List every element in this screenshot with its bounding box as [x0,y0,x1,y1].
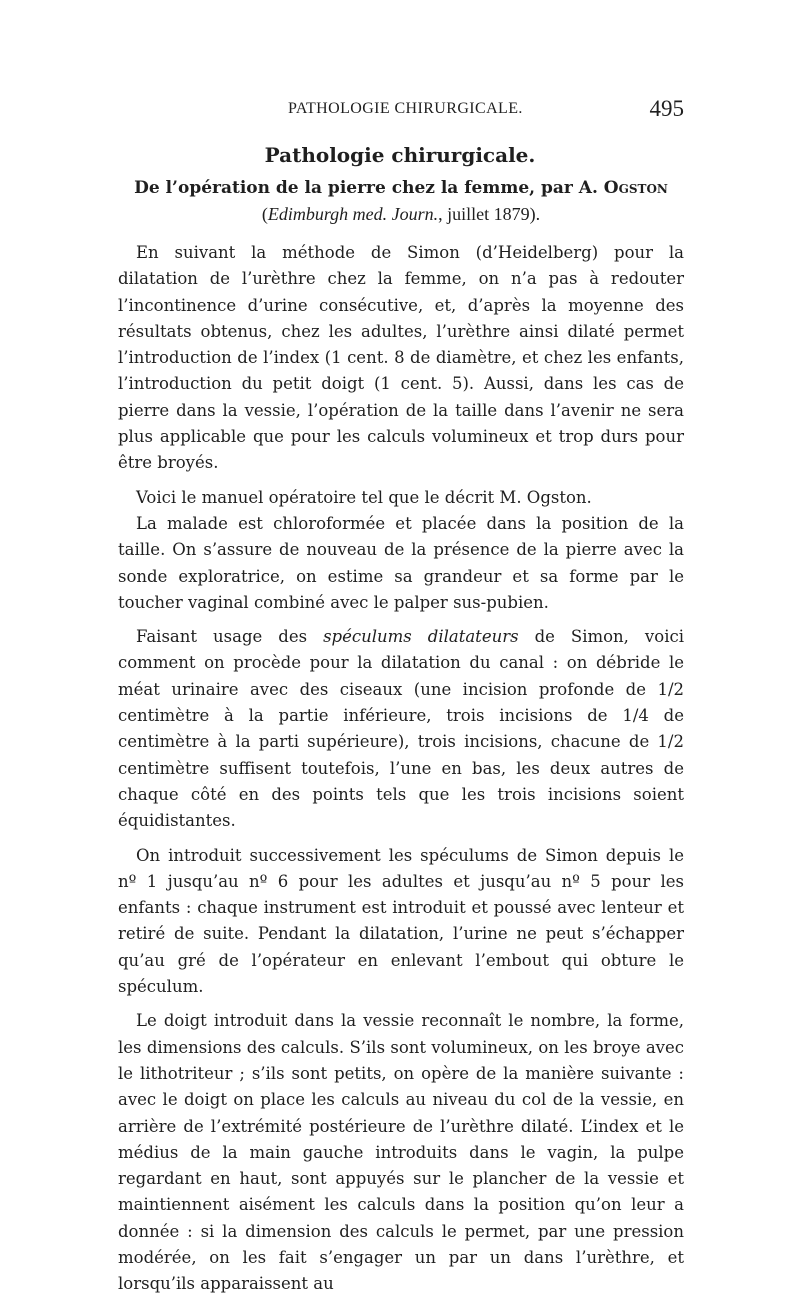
body-text [118,240,684,1298]
article-title [118,178,684,198]
paragraph-5: On introduit successivement les spéculums de Simon depuis le nº 1 jusqu’au nº 6 pour les adultes et jusqu’au nº 5 pour les enfants : chaque instrument est introduit et poussé avec lenteur et retiré de suite. Pendant la dilatation, l’urine ne peut s’échapper qu’au gré de l’opérateur en enlevant l’embout qui obture le spéculum. [118,845,684,997]
paragraph-1: En suivant la méthode de Simon (d’Heidelberg) pour la dilatation de l’urèthre chez la femme, on n’a pas à redouter l’incontinence d’urine consécutive, et, d’après la moyenne des résultats obtenus, chez les adultes, l’urèthre ainsi dilaté permet l’introduction de l’index (1 cent. 8 de diamètre, et chez les enfants, l’introduction du petit doigt (1 cent. 5). Aussi, dans les cas de pierre dans la vessie, l’opération de la taille dans l’avenir ne sera plus applicable que pour les calculs volumineux et trop durs pour être broyés. [118,243,684,473]
article-title-text: De l’opération de la pierre chez la femme, par A. [134,178,604,198]
article-author: Ogston [603,178,668,198]
paragraph-3: La malade est chloroformée et placée dans la position de la taille. On s’assure de nouveau de la présence de la pierre avec la sonde exploratrice, on estime sa grandeur et sa forme par le toucher vaginal combiné avec le palper sus-pubien. [118,513,684,612]
running-head [118,98,684,126]
source-journal: Edimburgh med. Journ. [267,204,439,224]
paragraph-6: Le doigt introduit dans la vessie reconnaît le nombre, la forme, les dimensions des calculs. S’ils sont volumineux, on les broye avec le lithotriteur ; s’ils sont petits, on opère de la manière suivante : avec le doigt on place les calculs au niveau du col de la vessie, en arrière de l’extrémité postérieure de l’urèthre dilaté. L’index et le médius de la main gauche introduits dans le vagin, la pulpe regardant en haut, sont appuyés sur le plancher de la vessie et maintiennent aisément les calculs dans la position qu’on leur a donnée : si la dimension des calculs le permet, par une pression modérée, on les fait s’engager un par un dans l’urèthre, et lorsqu’ils apparaissent au [118,1011,684,1294]
article-source: (Edimburgh med. Journ., juillet 1879). [261,204,541,224]
paragraph-2: Voici le manuel opératoire tel que le décrit M. Ogston. [136,487,592,507]
paragraph-4 [118,624,684,834]
source-date: , juillet 1879). [438,204,541,224]
paragraph-4-italic: spéculums dilatateurs [323,627,519,647]
section-heading: Pathologie chirurgicale. [264,143,536,167]
running-title: PATHOLOGIE CHIRURGICALE. [288,100,523,117]
paragraph-4-start: Faisant usage des [136,627,324,647]
page-number: 495 [649,96,684,121]
paragraph-4-end: de Simon, voici comment on procède pour la dilatation du canal : on débride le méat urinaire avec des ciseaux (une incision profonde de 1/2 centimètre à la partie inférieure, trois incisions de 1/4 de centimètre à la parti supérieure), trois incisions, chacune de 1/2 centimètre suffisent toutefois, l’une en bas, les deux autres de chaque côté en des points tels que les trois incisions soient équidistantes. [118,627,684,831]
